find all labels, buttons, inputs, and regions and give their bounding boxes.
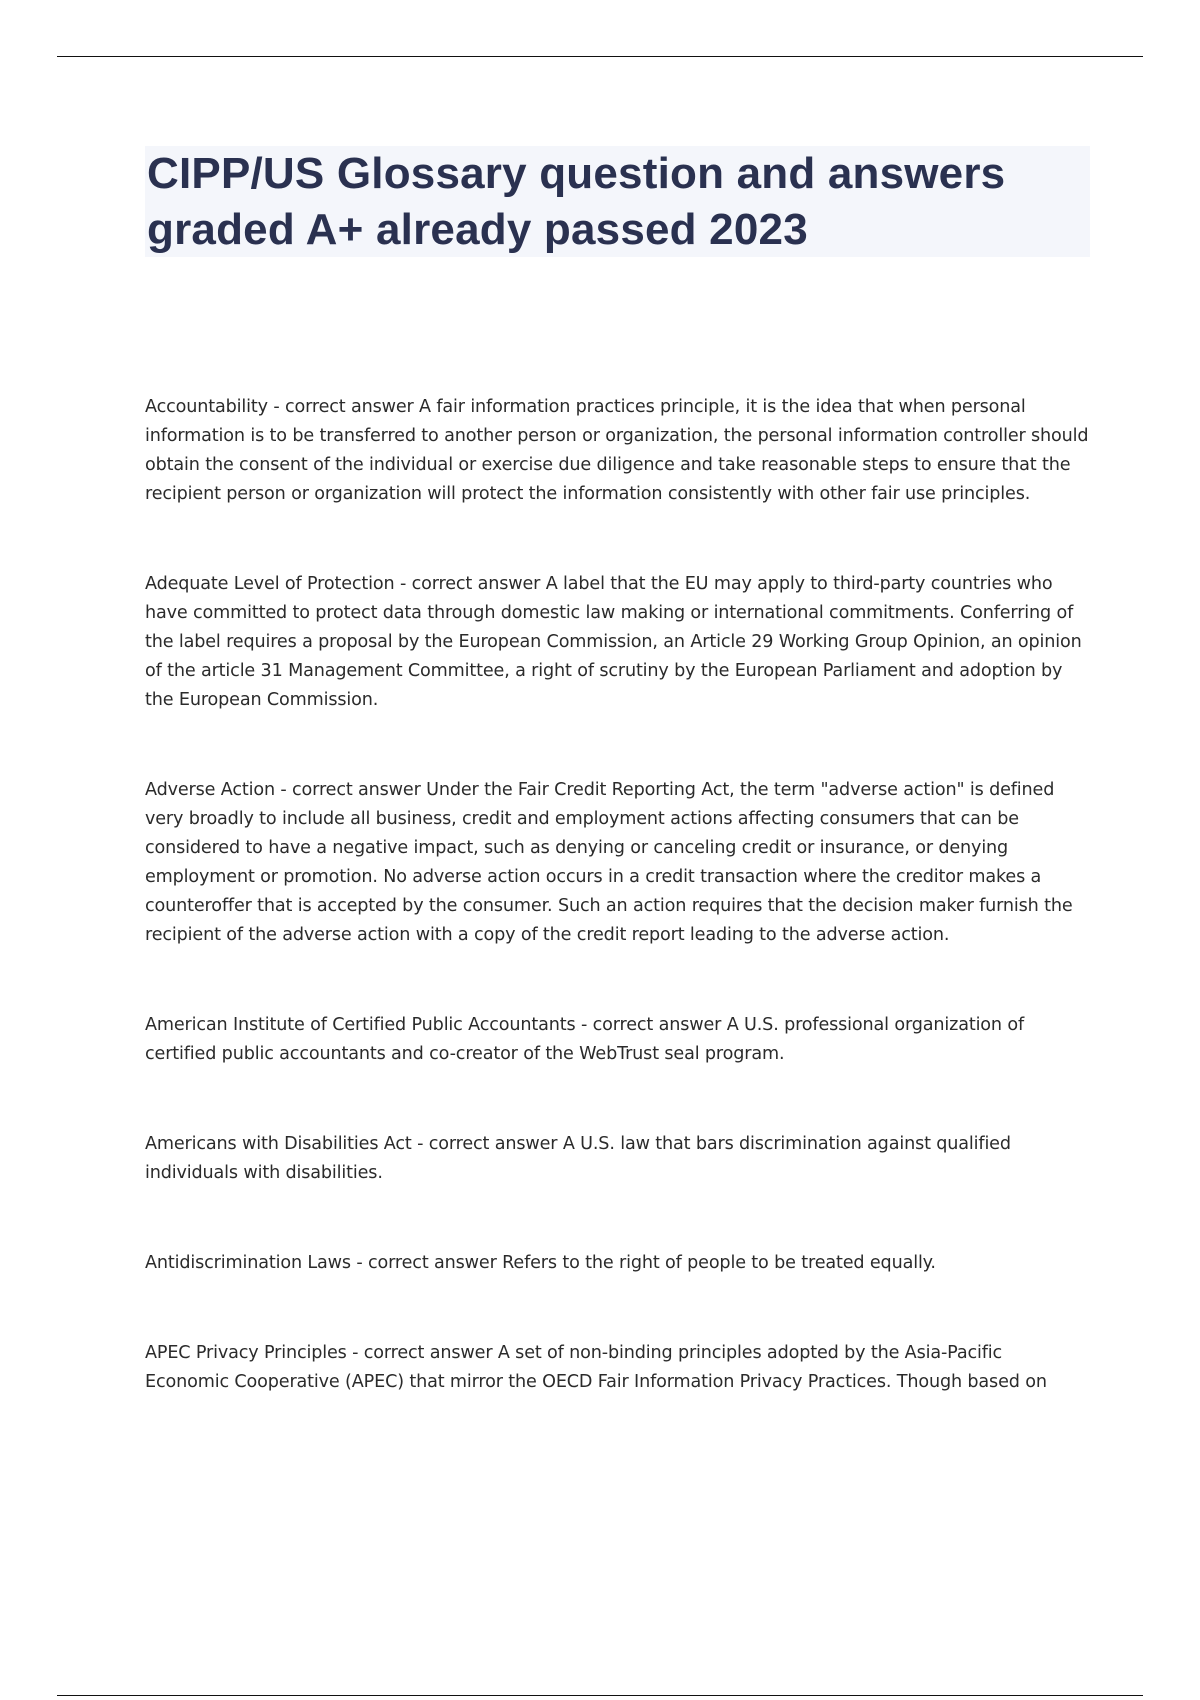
glossary-entry [145,776,1090,950]
entry-separator: - correct answer [394,574,546,594]
header-rule [57,56,1143,57]
entry-term: Americans with Disabilities Act [145,1134,412,1154]
entry-definition: A set of non-binding principles adopted by the Asia-Pacific Economic Cooperative (APEC) that mirror the OECD Fair Information Privacy Practices. Though based on [145,1343,1047,1392]
entry-term: Adverse Action [145,780,275,800]
title-block [145,146,1090,257]
entry-definition: A U.S. law that bars discrimination against qualified individuals with disabilities. [145,1134,1011,1183]
glossary-entry [145,570,1090,715]
glossary-entries [145,393,1090,1458]
entry-term: Accountability [145,397,268,417]
entry-separator: - correct answer [411,1134,563,1154]
entry-definition: Under the Fair Credit Reporting Act, the term "adverse action" is defined very broadly to include all business, credit and employment actions affecting consumers that can be considered to have a negative impact, such as denying or canceling credit or insurance, or denying employment or promotion. No adverse action occurs in a credit transaction where the creditor makes a counteroffer that is accepted by the consumer. Such an action requires that the decision maker furnish the recipient of the adverse action with a copy of the credit report leading to the adverse action. [145,780,1073,945]
entry-separator: - correct answer [267,397,420,417]
entry-separator: - correct answer [575,1015,727,1035]
entry-definition: A label that the EU may apply to third-party countries who have committed to protect data through domestic law making or international commitments. Conferring of the label requires a proposal by the European Commission, an Article 29 Working Group Opinion, an opinion of the article 31 Management Committee, a right of scrutiny by the European Parliament and adoption by the European Commission. [145,574,1082,710]
entry-separator: - correct answer [274,780,427,800]
glossary-entry [145,1339,1090,1397]
entry-term: APEC Privacy Principles [145,1343,347,1363]
footer-rule [57,1695,1143,1696]
entry-definition: A fair information practices principle, it is the idea that when personal information is to be transferred to another person or organization, the personal information controller should obtain the consent of the individual or exercise due diligence and take reasonable steps to ensure that the recipient person or organization will protect the information consistently with other fair use principles. [145,397,1089,504]
glossary-entry [145,1011,1090,1069]
entry-separator: - correct answer [350,1253,503,1273]
entry-term: Adequate Level of Protection [145,574,395,594]
entry-definition: Refers to the right of people to be treated equally. [502,1253,936,1273]
entry-definition: A U.S. professional organization of certified public accountants and co-creator of the WebTrust seal program. [145,1015,1025,1064]
glossary-entry [145,1130,1090,1188]
entry-term: American Institute of Certified Public Accountants [145,1015,576,1035]
page-title: CIPP/US Glossary question and answers graded A+ already passed 2023 [147,149,1006,254]
entry-term: Antidiscrimination Laws [145,1253,351,1273]
glossary-entry [145,393,1090,509]
entry-separator: - correct answer [346,1343,498,1363]
glossary-entry [145,1249,1090,1278]
